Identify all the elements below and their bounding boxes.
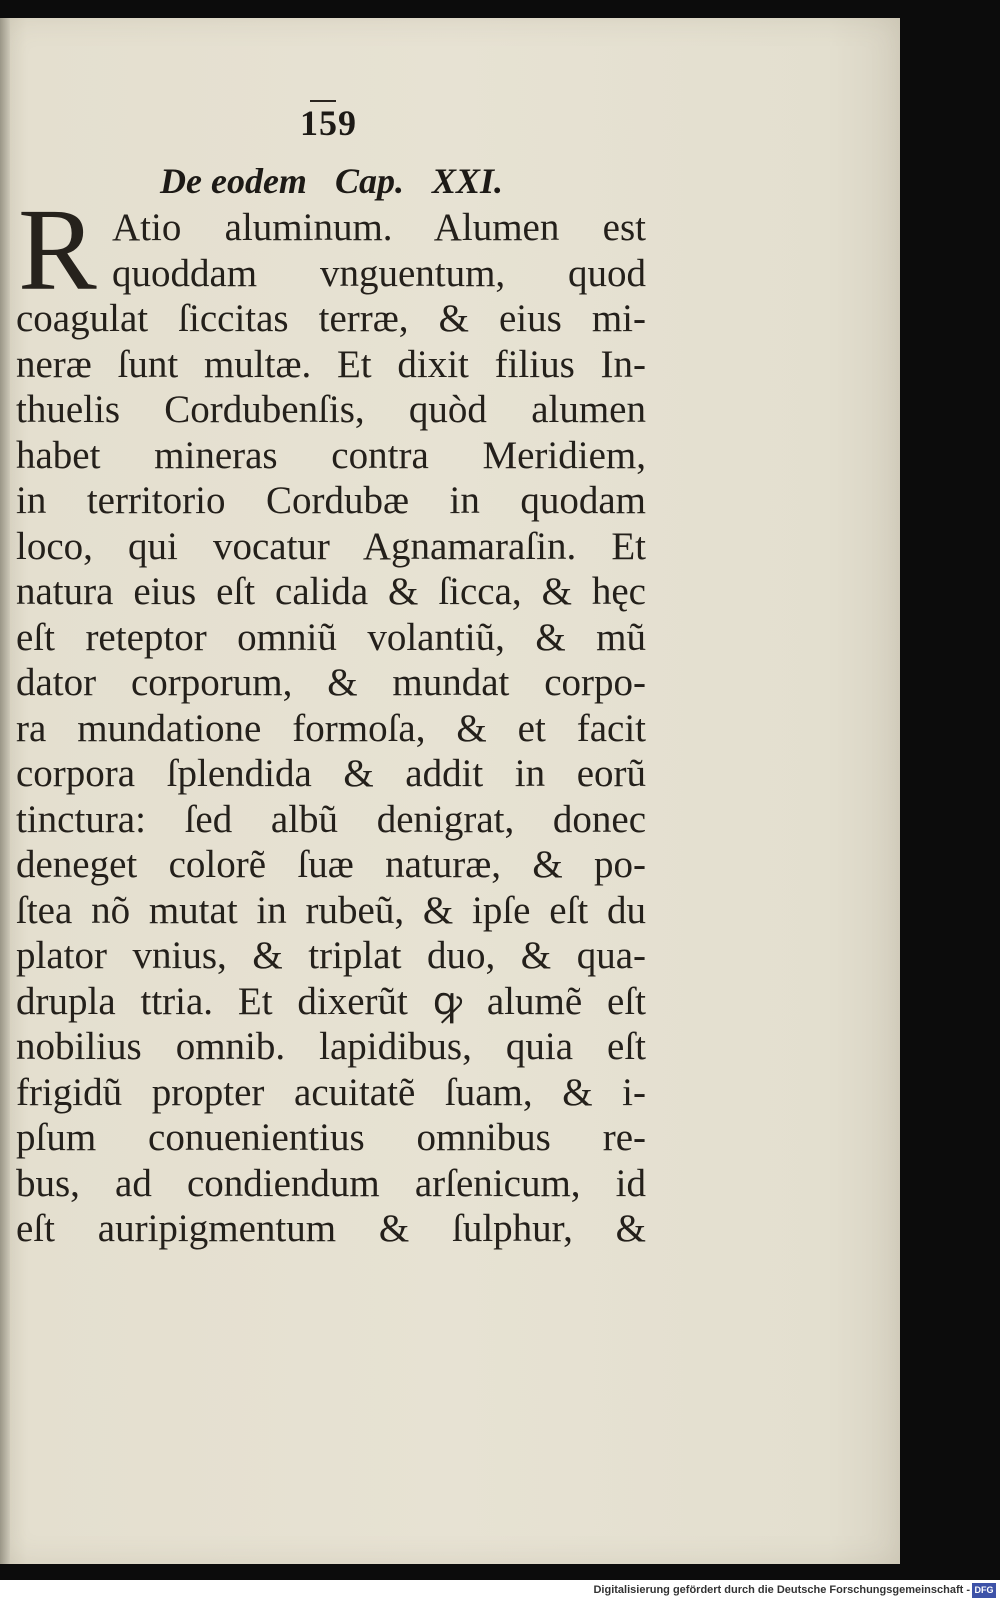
text-line: eſt auripigmentum & ſulphur, &	[16, 1207, 646, 1250]
text-line: deneget colorẽ ſuæ naturæ, & po-	[16, 843, 646, 886]
text-line: drupla ttria. Et dixerũt ꝙ alumẽ eſt	[16, 979, 646, 1023]
text-line: frigidũ propter acuitatẽ ſuam, & i-	[16, 1070, 646, 1114]
text-line: ſtea nõ mutat in rubeũ, & ipſe eſt du	[16, 888, 646, 932]
text-line: eſt reteptor omniũ volantiũ, & mũ	[16, 615, 646, 659]
text-line: coagulat ſiccitas terræ, & eius mi-	[16, 297, 646, 340]
text-line: tinctura: ſed albũ denigrat, donec	[16, 797, 646, 841]
text-line: natura eius eſt calida & ſicca, & hęc	[16, 570, 646, 613]
text-line: quoddam vnguentum, quod	[112, 251, 646, 295]
footer-bar	[0, 1580, 1000, 1602]
text-line: neræ ſunt multæ. Et dixit filius In-	[16, 342, 646, 386]
page-gutter-edge	[0, 18, 10, 1564]
text-line: habet mineras contra Meridiem,	[16, 433, 646, 477]
text-line: nobilius omnib. lapidibus, quia eſt	[16, 1025, 646, 1068]
drop-cap-initial: R	[18, 184, 97, 315]
text-line: ra mundatione formoſa, & et facit	[16, 706, 646, 750]
text-line: thuelis Cordubenſis, quòd alumen	[16, 388, 646, 431]
chapter-heading-title: De eodem	[160, 161, 307, 201]
dfg-logo: DFG	[972, 1583, 996, 1598]
text-line: plator vnius, & triplat duo, & qua-	[16, 934, 646, 977]
text-line: corpora ſplendida & addit in eorũ	[16, 752, 646, 795]
chapter-heading-number: XXI.	[431, 161, 503, 201]
chapter-heading-cap: Cap.	[334, 161, 404, 201]
digitization-credit: Digitalisierung gefördert durch die Deutsche Forschungsgemeinschaft -	[593, 1584, 970, 1596]
text-line: in territorio Cordubæ in quodam	[16, 479, 646, 522]
text-line: bus, ad condiendum arſenicum, id	[16, 1161, 646, 1205]
text-line: loco, qui vocatur Agnamaraſin. Et	[16, 524, 646, 568]
text-line: Atio aluminum. Alumen est	[112, 206, 646, 249]
page-number: 159	[300, 103, 357, 143]
text-line: dator corporum, & mundat corpo-	[16, 661, 646, 704]
text-line: pſum conuenientius omnibus re-	[16, 1116, 646, 1159]
chapter-heading	[160, 160, 560, 202]
